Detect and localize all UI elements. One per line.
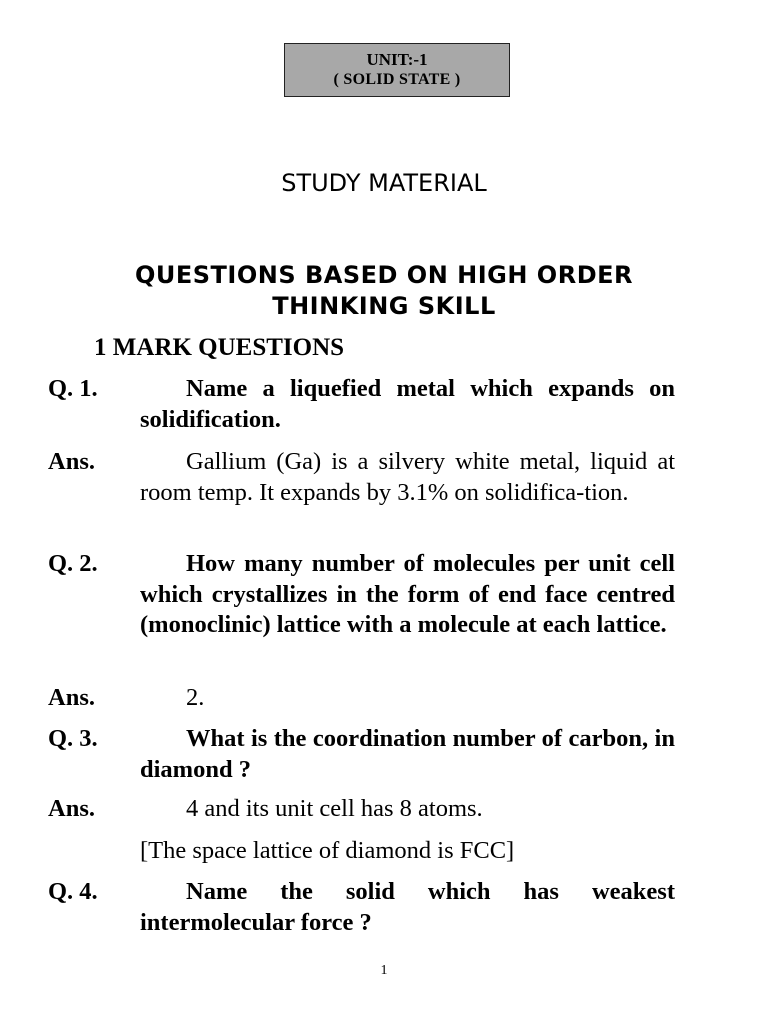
question-1 xyxy=(48,374,675,435)
answer-3 xyxy=(48,794,675,825)
question-3 xyxy=(48,724,675,785)
answer-1 xyxy=(48,447,675,508)
question-label: Q. 2. xyxy=(48,550,98,577)
answer-note: [The space lattice of diamond is FCC] xyxy=(140,837,515,864)
answer-text: 2. xyxy=(186,684,205,711)
answer-label: Ans. xyxy=(48,684,95,711)
section-heading: QUESTIONS BASED ON HIGH ORDER THINKING SKILL xyxy=(134,261,633,320)
unit-label: UNIT:-1 xyxy=(366,50,428,69)
question-text: How many number of molecules per unit cell which crystallizes in the form of end face centred (monoclinic) lattice with a molecule at each lattice. xyxy=(140,550,675,638)
question-4 xyxy=(48,877,675,938)
answer-label: Ans. xyxy=(48,448,95,475)
question-label: Q. 3. xyxy=(48,725,98,752)
answer-label: Ans. xyxy=(48,795,95,822)
answer-text: Gallium (Ga) is a silvery white metal, liquid at room temp. It expands by 3.1% on solidifica-tion. xyxy=(140,448,675,506)
question-text: What is the coordination number of carbon, in diamond ? xyxy=(140,725,675,783)
question-2 xyxy=(48,549,675,641)
question-text: Name the solid which has weakest intermolecular force ? xyxy=(140,878,675,936)
answer-text: 4 and its unit cell has 8 atoms. xyxy=(186,795,483,822)
question-text: Name a liquefied metal which expands on solidification. xyxy=(140,375,675,433)
page-title: STUDY MATERIAL xyxy=(281,169,487,197)
page-number: 1 xyxy=(380,963,388,978)
answer-2 xyxy=(48,683,675,714)
question-label: Q. 4. xyxy=(48,878,98,905)
unit-topic: ( SOLID STATE ) xyxy=(333,71,461,88)
unit-header-box xyxy=(284,43,510,97)
subsection-title: 1 MARK QUESTIONS xyxy=(94,334,345,361)
question-label: Q. 1. xyxy=(48,375,98,402)
